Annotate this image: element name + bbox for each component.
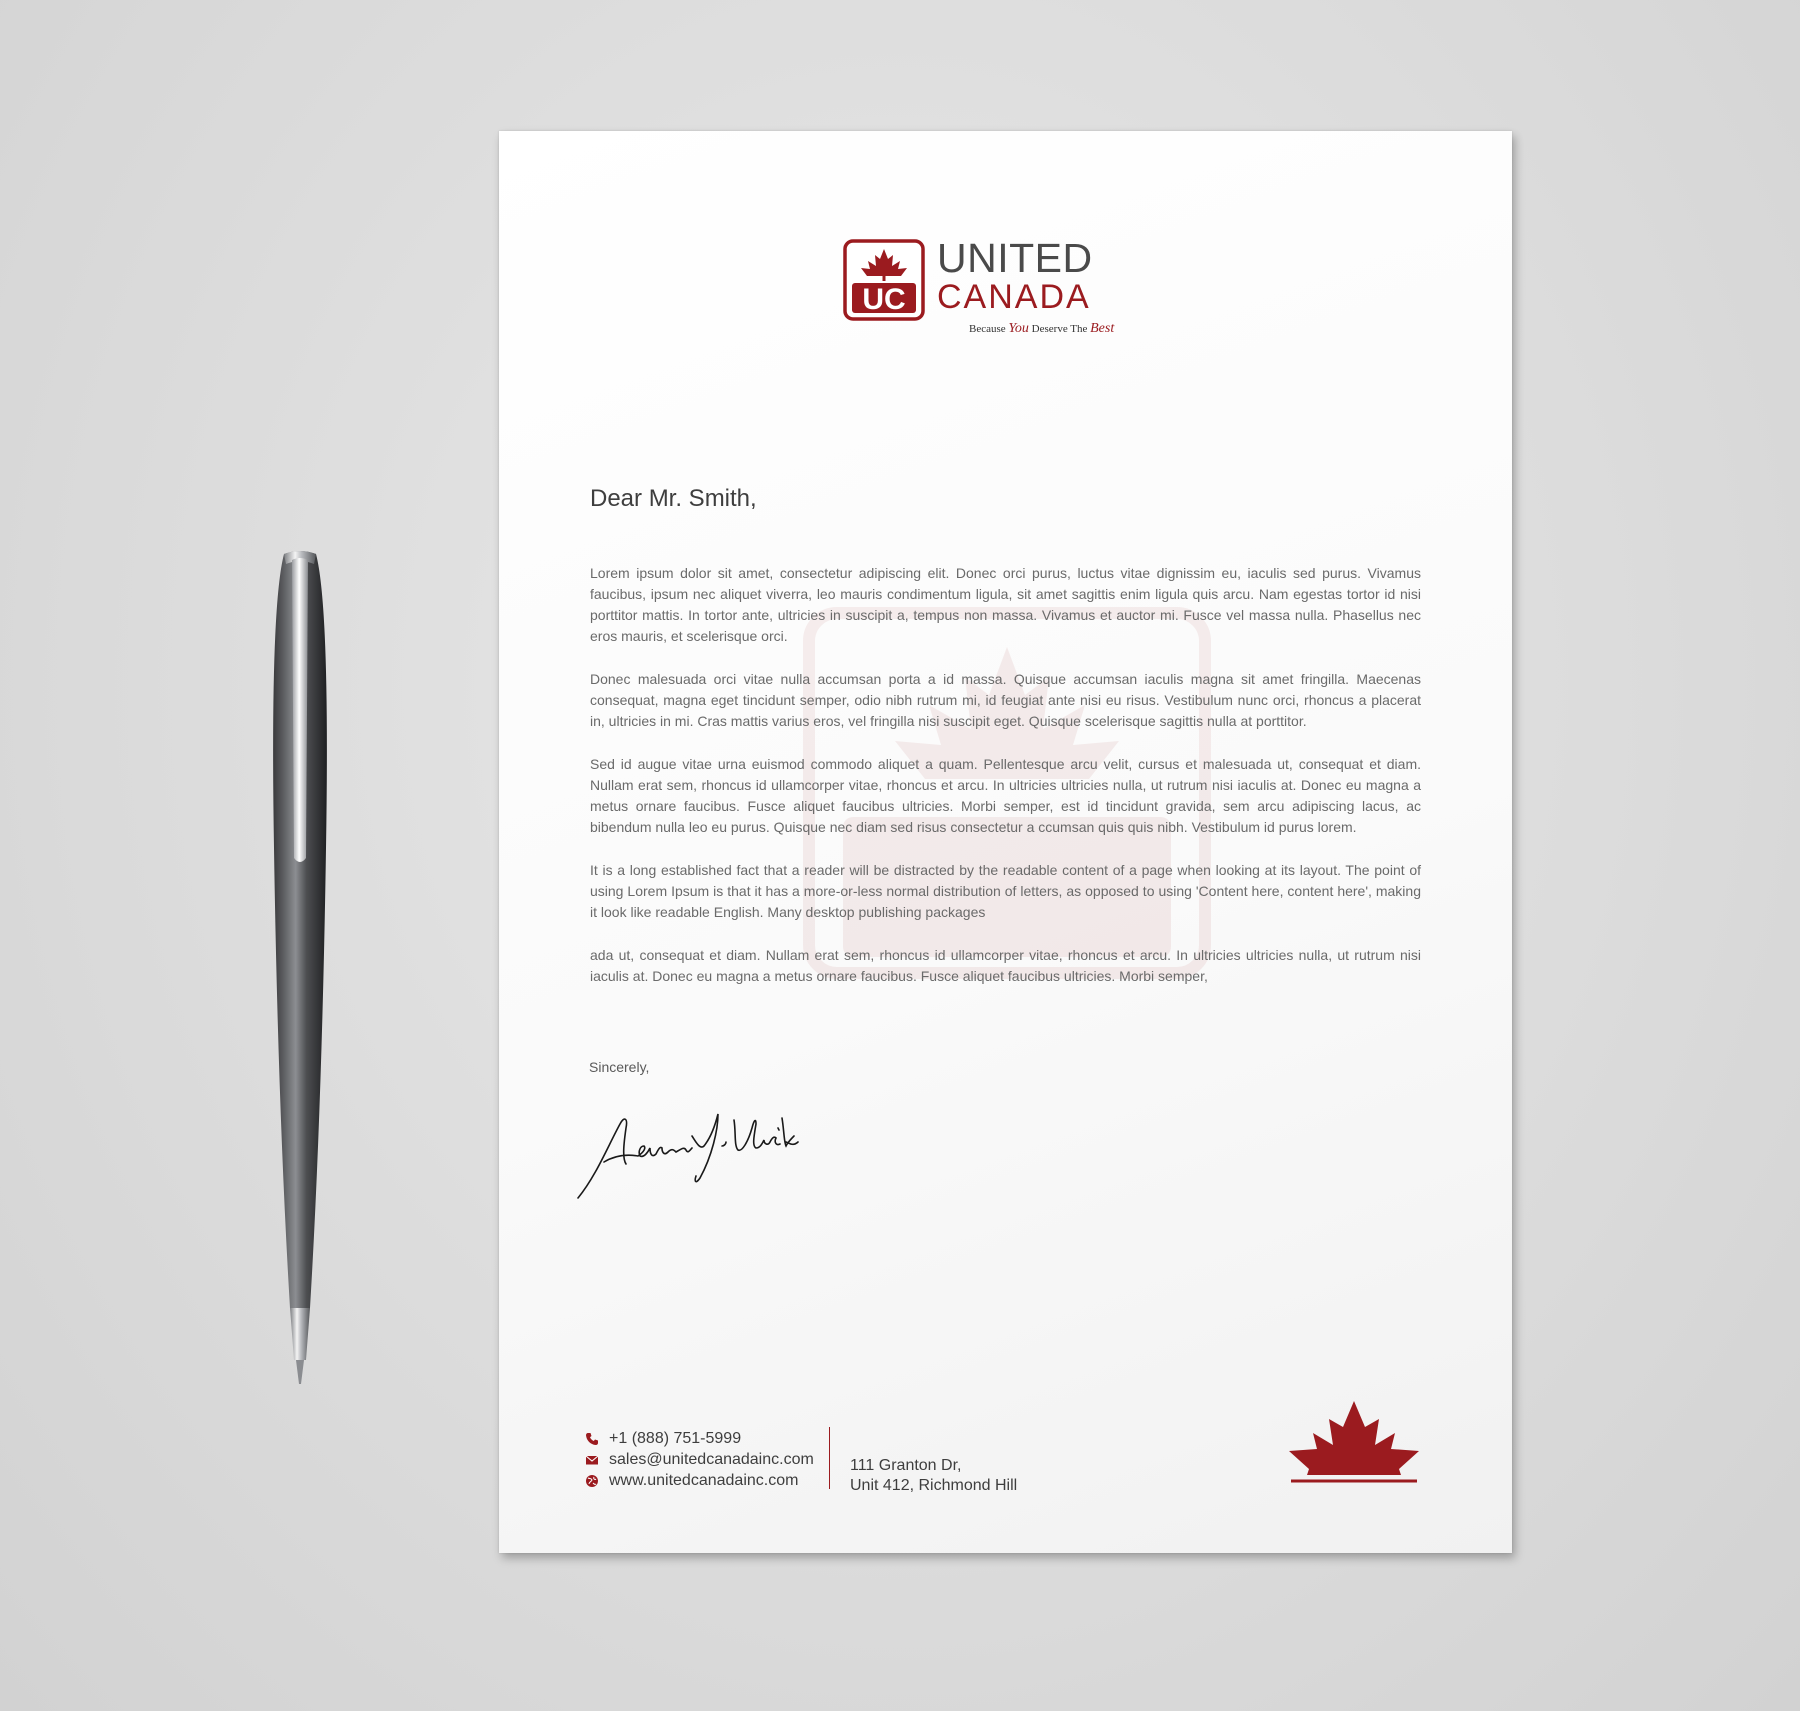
brand-name-canada: CANADA bbox=[937, 278, 1091, 316]
phone-text[interactable]: +1 (888) 751-5999 bbox=[609, 1429, 742, 1447]
maple-leaf-icon bbox=[1287, 1399, 1421, 1489]
phone-icon bbox=[585, 1432, 599, 1446]
company-logo bbox=[843, 235, 1133, 339]
handwritten-signature bbox=[574, 1106, 804, 1206]
letter-body bbox=[590, 563, 1421, 1009]
website-link[interactable]: www.unitedcanadainc.com bbox=[609, 1471, 799, 1489]
body-paragraph: Lorem ipsum dolor sit amet, consectetur adipiscing elit. Donec orci purus, luctus vitae dignissim eu, iaculis sed purus. Vivamus faucibus, ipsum nec aliquet viverra, leo mauris condimentum ligula, sit amet sagittis enim ligula quis arcu. Nam egestas tortor id nisi porttitor mattis. In tortor ante, ultricies in suscipit a, tempus non massa. Vivamus et auctor mi. Fusce vel massa nulla. Phasellus nec eros mauris, et scelerisque orci. bbox=[590, 565, 1421, 644]
tagline-word: Deserve The bbox=[1031, 323, 1088, 335]
contact-phone bbox=[585, 1428, 814, 1449]
body-paragraph: ada ut, consequat et diam. Nullam erat sem, rhoncus id ullamcorper vitae, rhoncus et arcu. In ultricies ultricies nulla, ut rutrum nisi iaculis at. Donec eu magna a metus ornare faucibus. Fusce aliquet faucibus ultricies. Morbi semper, bbox=[590, 947, 1421, 984]
tagline-accent: Best bbox=[1090, 321, 1115, 336]
tagline-word: Because bbox=[969, 323, 1006, 335]
letter-greeting: Dear Mr. Smith, bbox=[590, 485, 757, 512]
address-line: 111 Granton Dr, bbox=[850, 1457, 962, 1474]
body-paragraph: Donec malesuada orci vitae nulla accumsan porta a id massa. Quisque accumsan iaculis magna sit amet fringilla. Maecenas consequat, magna eget tincidunt semper, odio nibh rutrum mi, id feugiat ante nisi eu risus. Vestibulum nunc orci, rhoncus a placerat in, ultricies in mi. Cras mattis varius eros, vel fringilla nisi suscipit eget. Quisque scelerisque sagittis nulla at porttitor. bbox=[590, 671, 1421, 729]
footer-divider bbox=[829, 1427, 830, 1489]
footer-address bbox=[850, 1456, 1017, 1496]
emblem-letters: UC bbox=[862, 283, 906, 316]
uc-emblem-icon bbox=[843, 239, 925, 321]
pen-image bbox=[240, 548, 360, 1398]
footer-contacts bbox=[585, 1428, 814, 1491]
brand-name-united: UNITED bbox=[937, 235, 1093, 281]
tagline-accent: You bbox=[1008, 321, 1029, 336]
envelope-icon bbox=[585, 1453, 599, 1467]
brand-tagline bbox=[969, 321, 1114, 337]
contact-website bbox=[585, 1470, 814, 1491]
address-line: Unit 412, Richmond Hill bbox=[850, 1477, 1018, 1494]
letter-closing: Sincerely, bbox=[589, 1059, 650, 1075]
contact-email bbox=[585, 1449, 814, 1470]
body-paragraph: It is a long established fact that a reader will be distracted by the readable content of a page when looking at its layout. The point of using Lorem Ipsum is that it has a more-or-less normal distribution of letters, as opposed to using 'Content here, content here', making it look like readable English. Many desktop publishing packages bbox=[590, 862, 1421, 920]
letterhead-page bbox=[499, 131, 1512, 1553]
body-paragraph: Sed id augue vitae urna euismod commodo aliquet a quam. Pellentesque arcu velit, cursus et malesuada ut, consequat et diam. Nullam erat sem, rhoncus id ullamcorper vitae, rhoncus et arcu. In ultricies ultricies nulla, ut rutrum nisi iaculis at. Donec eu magna a metus ornare faucibus. Fusce aliquet faucibus ultricies. Morbi semper, est id tincidunt gravida, sem arcu adipiscing lacus, ac bibendum nulla leo eu purus. Quisque nec diam sed risus consectetur a ccumsan quis quis nibh. Vestibulum id purus lorem. bbox=[590, 756, 1421, 835]
email-link[interactable]: sales@unitedcanadainc.com bbox=[609, 1450, 814, 1468]
globe-icon bbox=[585, 1474, 599, 1488]
